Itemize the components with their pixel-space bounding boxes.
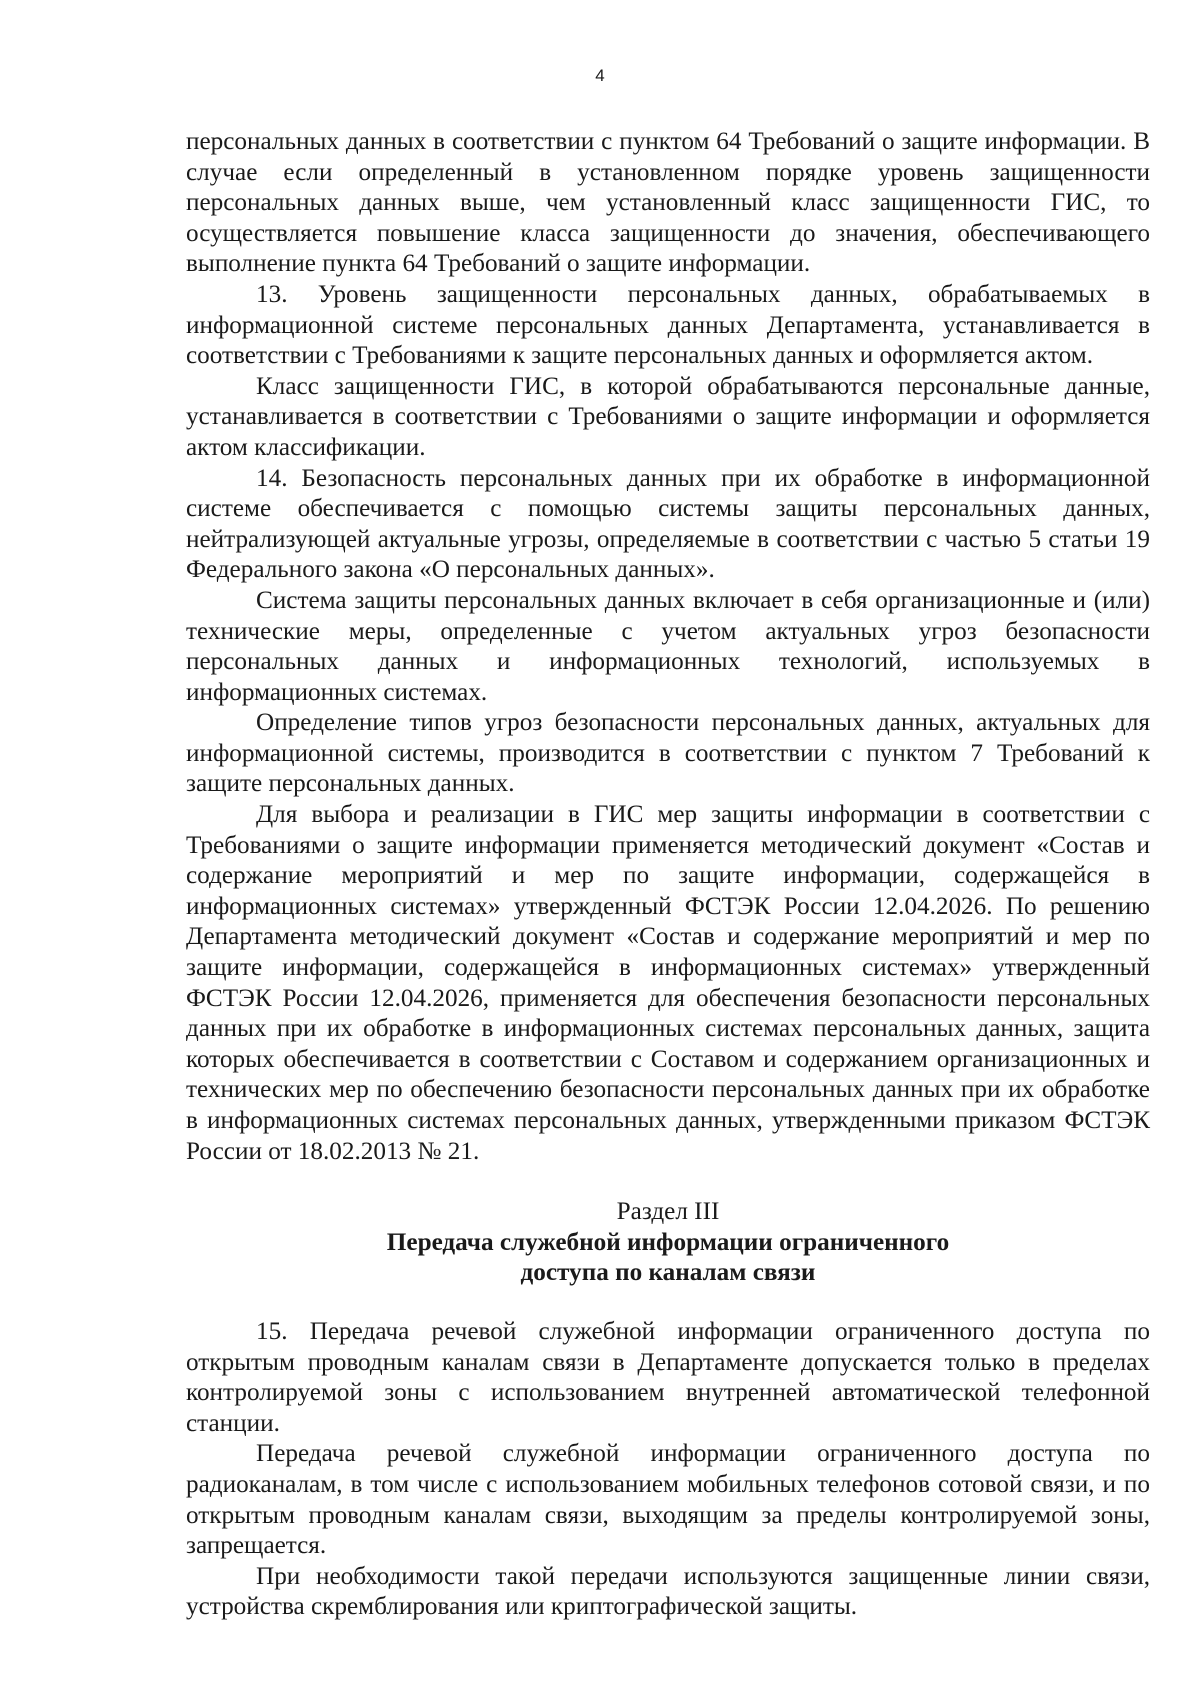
paragraph: Передача речевой служебной информации ограниченного доступа по радиоканалам, в том числе с использованием мобильных телефонов сотовой связи, и по открытым проводным каналам связи, выходящим за пределы контролируемой зоны, запрещается.	[186, 1440, 1150, 1560]
paragraph: Определение типов угроз безопасности персональных данных, актуальных для информационной системы, производится в соответствии с пунктом 7 Требований к защите персональных данных.	[186, 709, 1150, 798]
paragraph: Класс защищенности ГИС, в которой обрабатываются персональные данные, устанавливается в соответствии с Требованиями о защите информации и оформляется актом классификации.	[186, 372, 1150, 461]
paragraphs-before-section	[186, 127, 1150, 1167]
paragraph: При необходимости такой передачи используются защищенные линии связи, устройства скремблирования или криптографической защиты.	[186, 1562, 1150, 1621]
paragraph: персональных данных в соответствии с пунктом 64 Требований о защите информации. В случае если определенный в установленном порядке уровень защищенности персональных данных выше, чем установленный класс защищенности ГИС, то осуществляется повышение класса защищенности до значения, обеспечивающего выполнение пункта 64 Требований о защите информации.	[186, 128, 1150, 278]
document-body	[186, 127, 1150, 1623]
section-title: Передача служебной информации ограниченного доступа по каналам связи	[386, 1228, 950, 1287]
paragraph: Для выбора и реализации в ГИС мер защиты информации в соответствии с Требованиями о защите информации применяется методический документ «Состав и содержание мероприятий и мер по защите информации, содержащейся в информационных системах» утвержденный ФСТЭК России 12.04.2026. По решению Департамента методический документ «Состав и содержание мероприятий и мер по защите информации, содержащейся в информационных системах» утвержденный ФСТЭК России 12.04.2026, применяется для обеспечения безопасности персональных данных при их обработке в информационных системах персональных данных, защита которых обеспечивается в соответствии с Составом и содержанием организационных и технических мер по обеспечению безопасности персональных данных при их обработке в информационных системах персональных данных, утвержденными приказом ФСТЭК России от 18.02.2013 № 21.	[186, 801, 1150, 1165]
paragraph: 15. Передача речевой служебной информации ограниченного доступа по открытым проводным каналам связи в Департаменте допускается только в пределах контролируемой зоны с использованием внутренней автоматической телефонной станции.	[186, 1317, 1150, 1437]
paragraphs-after-section	[186, 1317, 1150, 1623]
paragraph: Система защиты персональных данных включает в себя организационные и (или) технические меры, определенные с учетом актуальных угроз безопасности персональных данных и информационных технологий, используемых в информационных системах.	[186, 586, 1150, 706]
paragraph: 13. Уровень защищенности персональных данных, обрабатываемых в информационной системе персональных данных Департамента, устанавливается в соответствии с Требованиями к защите персональных данных и оформляется актом.	[186, 280, 1150, 370]
paragraph: 14. Безопасность персональных данных при их обработке в информационной системе обеспечивается с помощью системы защиты персональных данных, нейтрализующей актуальные угрозы, определяемые в соответствии с частью 5 статьи 19 Федерального закона «О персональных данных».	[186, 464, 1150, 584]
section-heading	[186, 1197, 1150, 1289]
page-number: 4	[595, 66, 605, 85]
section-label: Раздел III	[616, 1198, 720, 1226]
